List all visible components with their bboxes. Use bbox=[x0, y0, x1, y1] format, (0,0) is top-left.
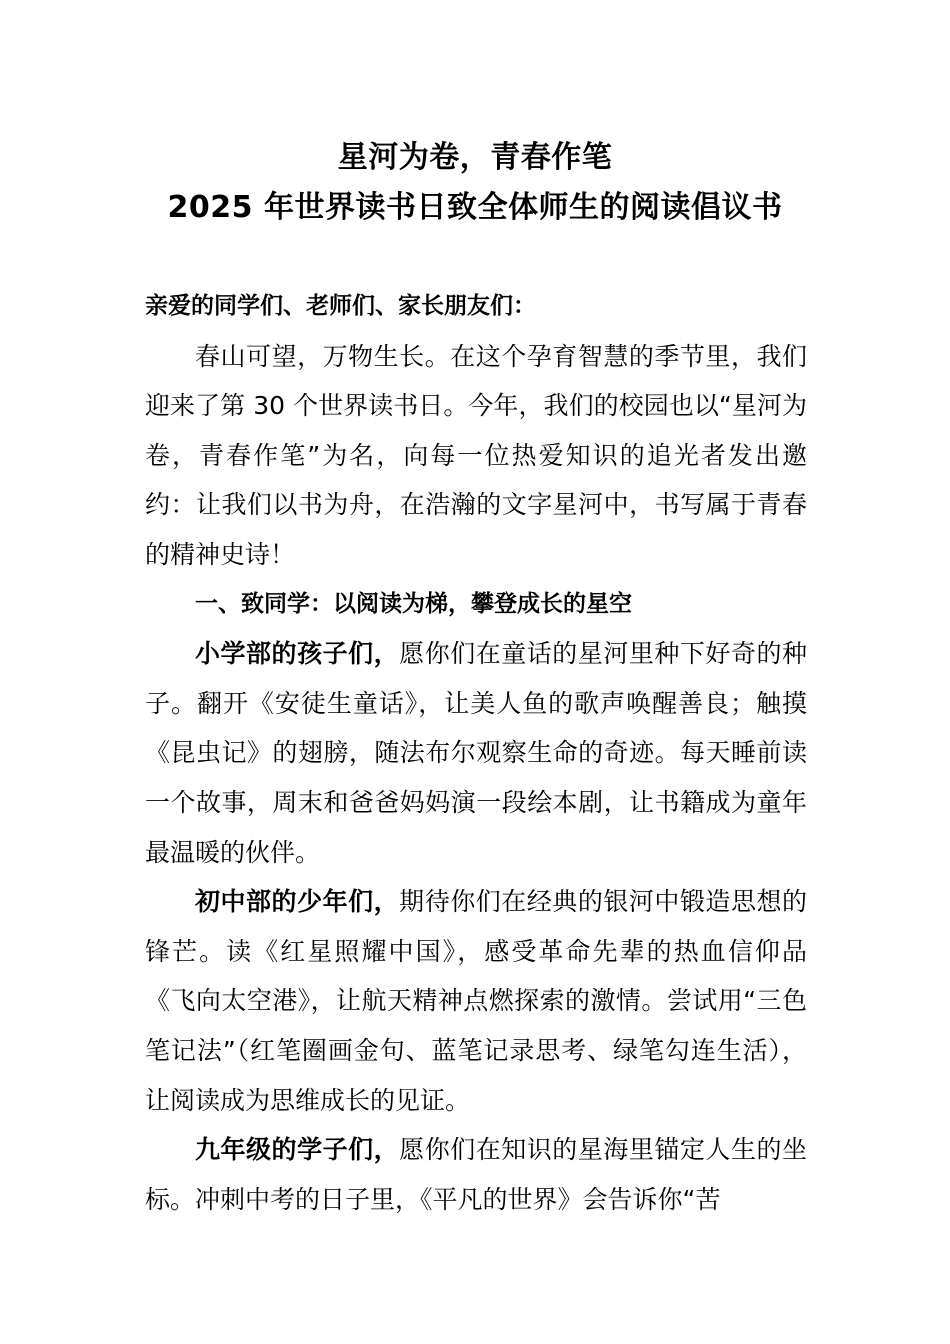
paragraph-grade9 bbox=[145, 1125, 807, 1224]
paragraph-text: 期待你们在经典的银河中锻造思想的锋芒。读《红星照耀中国》，感受革命先辈的热血信仰品《飞向太空港》，让航天精神点燃探索的激情。尝试用“三色笔记法”（红笔圈画金句、蓝笔记录思考、绿笔勾连生活），让阅读成为思维成长的见证。 bbox=[145, 887, 807, 1115]
paragraph-lead: 初中部的少年们， bbox=[195, 887, 400, 917]
paragraph-lead: 小学部的孩子们， bbox=[195, 639, 400, 669]
document-title-line2: 2025 年世界读书日致全体师生的阅读倡议书 bbox=[167, 190, 783, 225]
section-heading: 一、致同学：以阅读为梯，攀登成长的星空 bbox=[195, 590, 632, 617]
paragraph-text: 愿你们在童话的星河里种下好奇的种子。翻开《安徒生童话》，让美人鱼的歌声唤醒善良；触摸《昆虫记》的翅膀，随法布尔观察生命的奇迹。每天睡前读一个故事，周末和爸爸妈妈演一段绘本剧，让书籍成为童年最温暖的伙伴。 bbox=[145, 639, 807, 867]
intro-paragraph: 春山可望，万物生长。在这个孕育智慧的季节里，我们迎来了第 30 个世界读书日。今年，我们的校园也以“星河为卷，青春作笔”为名，向每一位热爱知识的追光者发出邀约：让我们以书为舟，在浩瀚的文字星河中，书写属于青春的精神史诗！ bbox=[145, 341, 807, 569]
paragraph-junior bbox=[145, 877, 807, 1125]
document-body bbox=[145, 282, 807, 1224]
document-title-line1: 星河为卷，青春作笔 bbox=[337, 140, 613, 175]
paragraph-primary bbox=[145, 629, 807, 877]
salutation: 亲爱的同学们、老师们、家长朋友们： bbox=[145, 293, 536, 319]
paragraph-lead: 九年级的学子们， bbox=[195, 1135, 400, 1165]
paragraph-text: 愿你们在知识的星海里锚定人生的坐标。冲刺中考的日子里，《平凡的世界》会告诉你“苦 bbox=[145, 1135, 807, 1214]
